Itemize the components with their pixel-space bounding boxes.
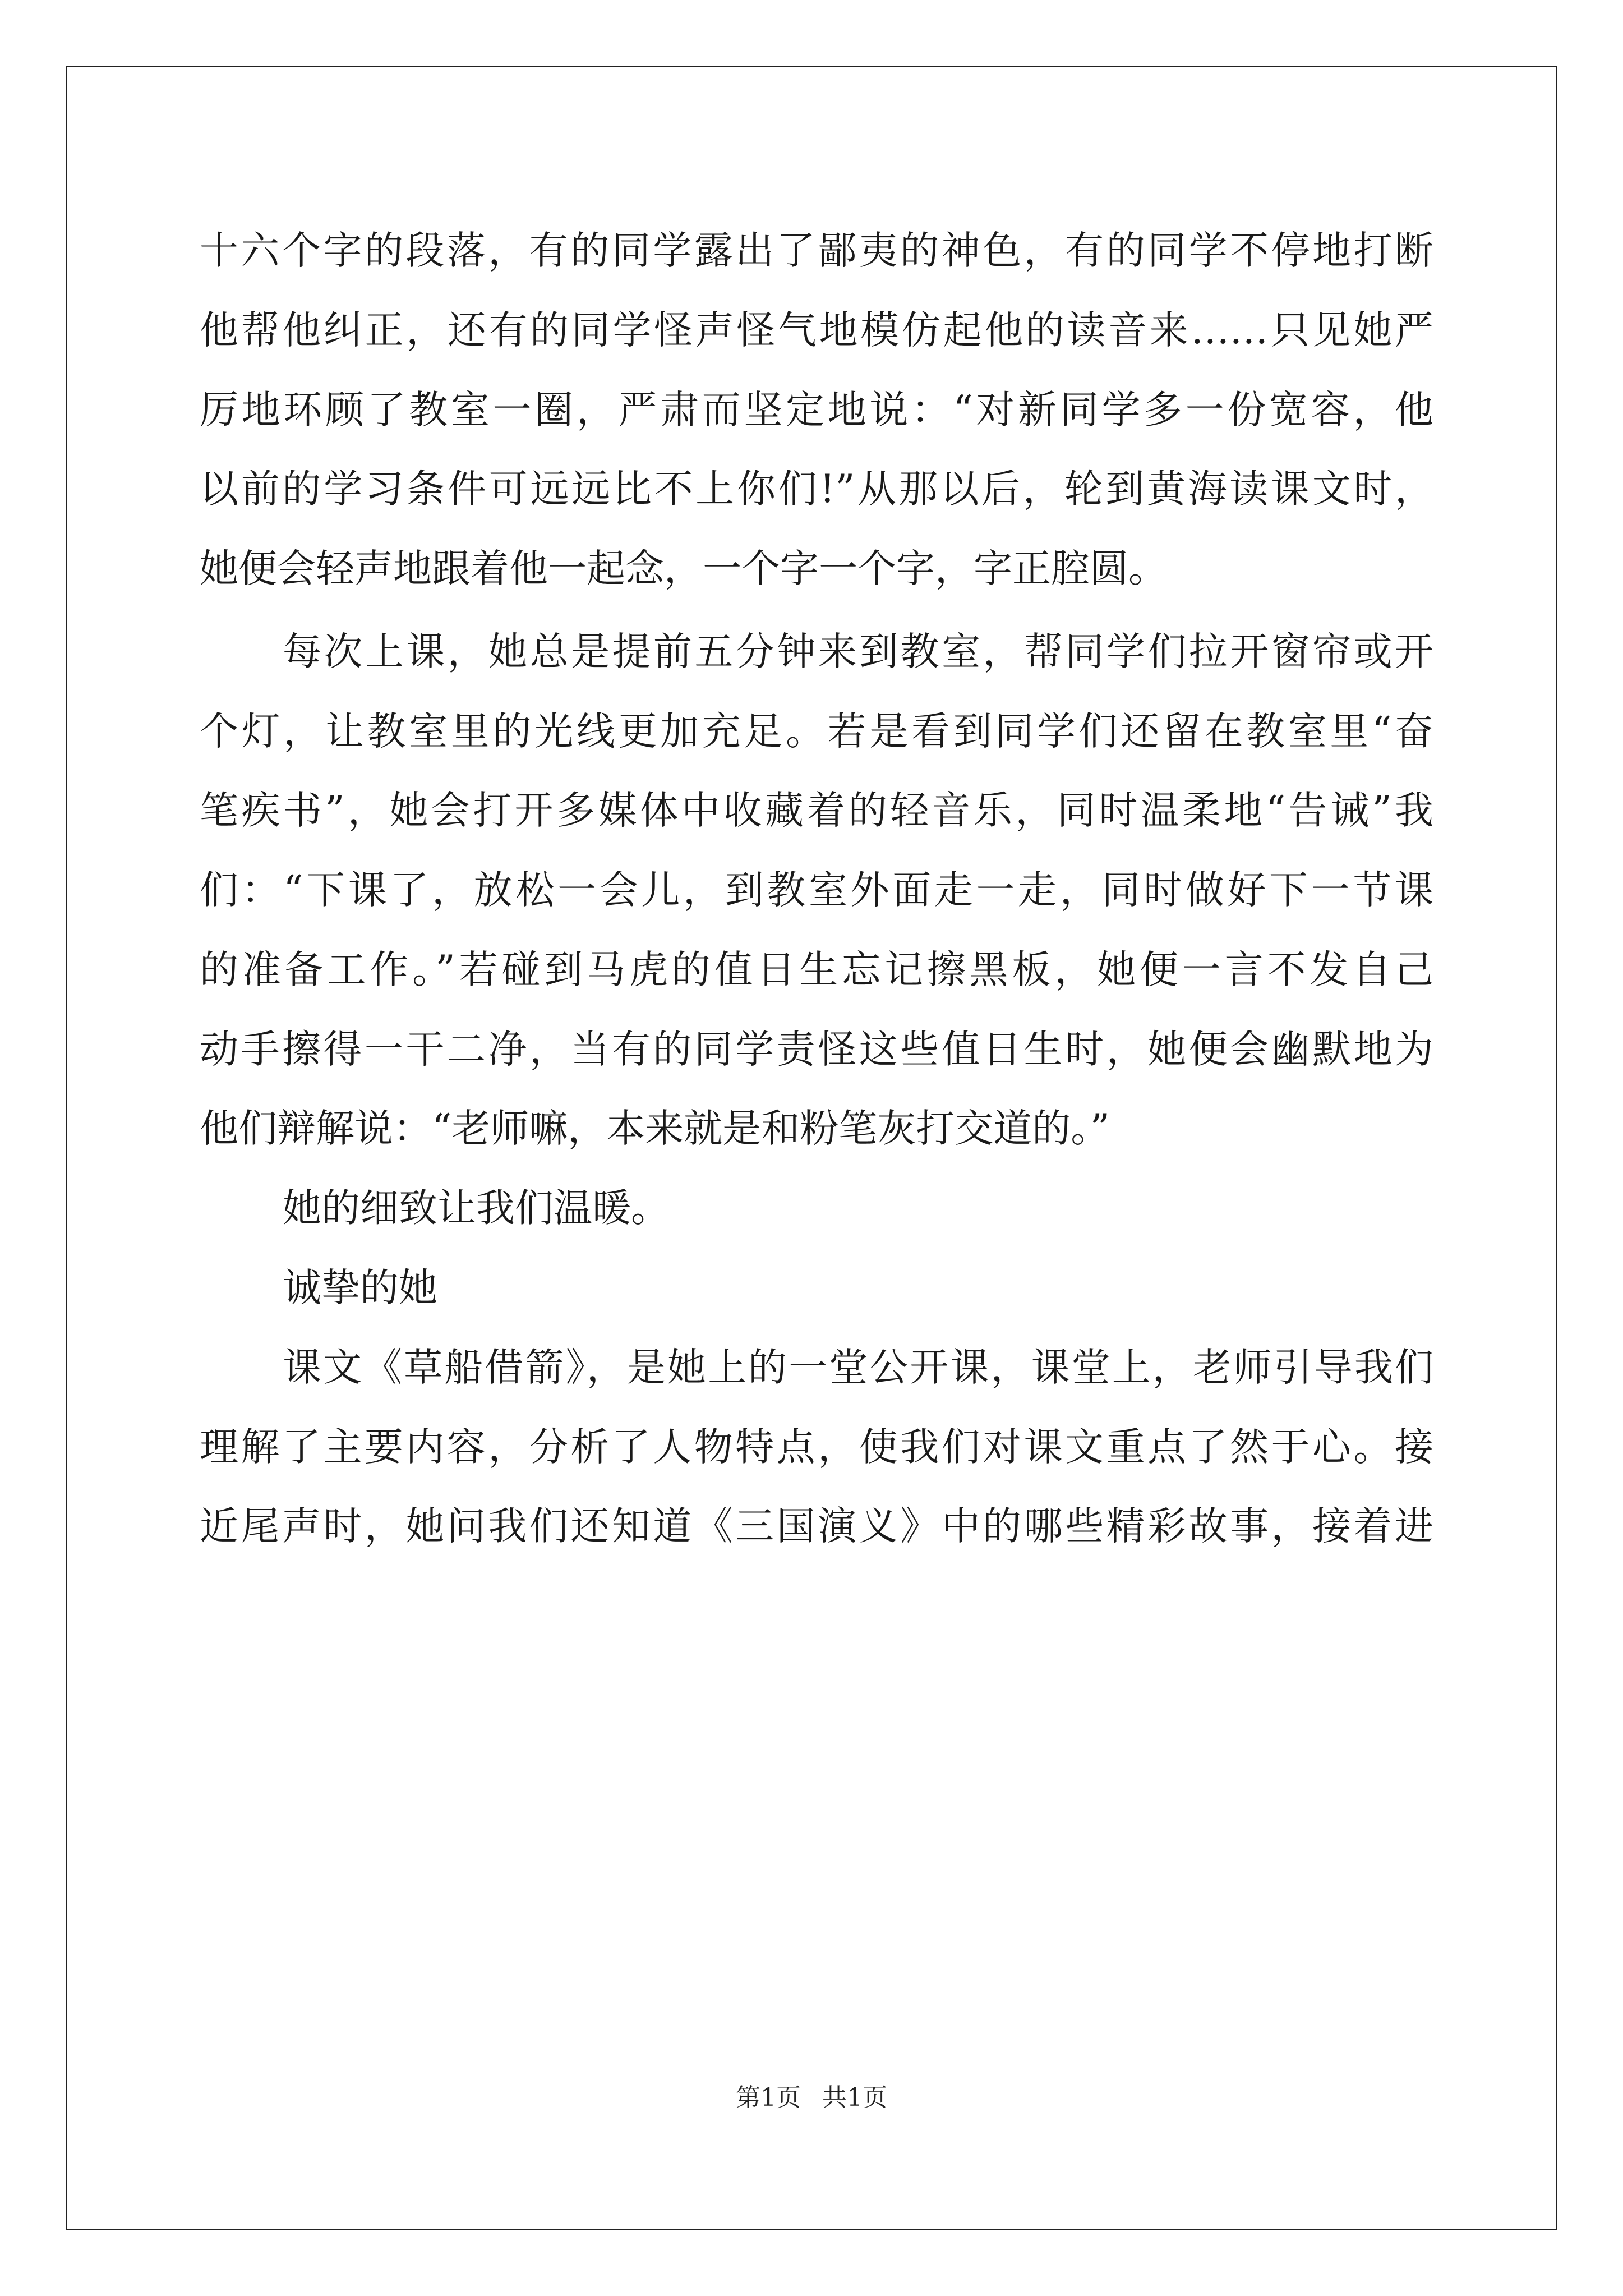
page-total: 共1页 <box>822 2083 887 2112</box>
text-line: 以前的学习条件可远远比不上你们!”从那以后，轮到黄海读课文时， <box>200 467 1433 512</box>
text-line: 十六个字的段落，有的同学露出了鄙夷的神色，有的同学不停地打断 <box>200 228 1433 273</box>
text-line: 个灯，让教室里的光线更加充足。若是看到同学们还留在教室里“奋 <box>200 709 1433 754</box>
text-line: 他帮他纠正，还有的同学怪声怪气地模仿起他的读音来……只见她严 <box>200 308 1433 353</box>
section-heading: 诚挚的她 <box>283 1266 437 1310</box>
text-line: 厉地环顾了教室一圈，严肃而坚定地说：“对新同学多一份宽容，他 <box>200 388 1433 432</box>
text-line: 们：“下课了，放松一会儿，到教室外面走一走，同时做好下一节课 <box>200 868 1433 913</box>
text-line: 她便会轻声地跟着他一起念，一个字一个字，字正腔圆。 <box>200 546 1167 591</box>
text-line: 理解了主要内容，分析了人物特点，使我们对课文重点了然于心。接 <box>200 1425 1433 1470</box>
paragraph-line: 她的细致让我们温暖。 <box>283 1186 670 1231</box>
text-line: 近尾声时，她问我们还知道《三国演义》中的哪些精彩故事，接着进 <box>200 1504 1433 1549</box>
text-line: 笔疾书”，她会打开多媒体中收藏着的轻音乐，同时温柔地“告诫”我 <box>200 788 1433 833</box>
page-footer <box>0 2081 1623 2115</box>
paragraph-first-line: 每次上课，她总是提前五分钟来到教室，帮同学们拉开窗帘或开 <box>283 629 1433 674</box>
text-line: 动手擦得一干二净，当有的同学责怪这些值日生时，她便会幽默地为 <box>200 1027 1433 1072</box>
page-number: 第1页 <box>736 2083 801 2112</box>
text-line: 的准备工作。”若碰到马虎的值日生忘记擦黑板，她便一言不发自己 <box>200 947 1433 992</box>
text-line: 他们辩解说：“老师嘛，本来就是和粉笔灰打交道的。” <box>200 1106 1110 1151</box>
paragraph-first-line: 课文《草船借箭》，是她上的一堂公开课，课堂上，老师引导我们 <box>283 1345 1433 1390</box>
